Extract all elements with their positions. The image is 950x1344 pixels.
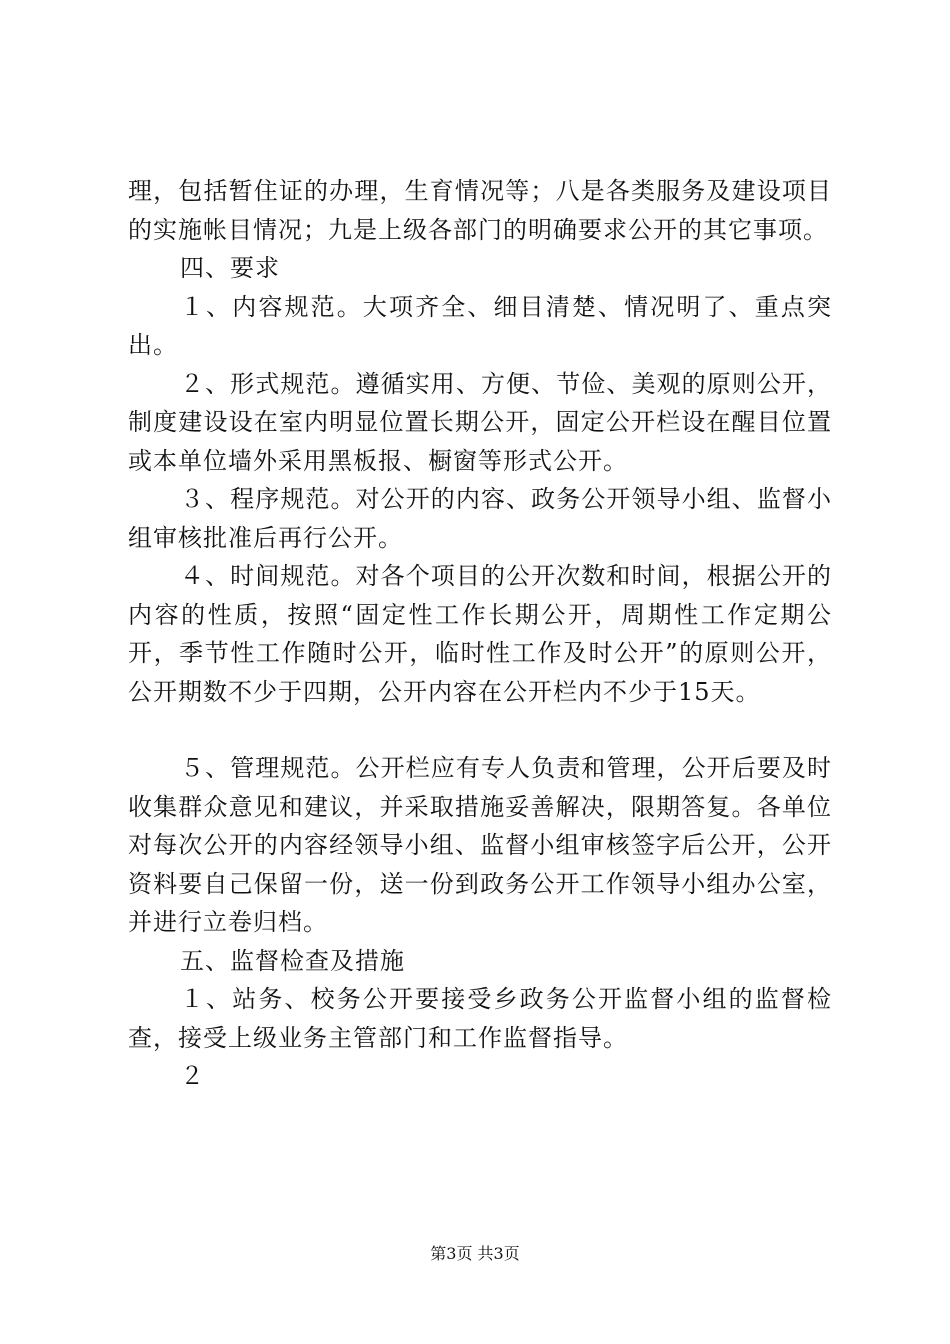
paragraph-time-standard: ４、时间规范。对各个项目的公开次数和时间，根据公开的内容的性质，按照“固定性工作长期公开，周期性工作定期公开，季节性工作随时公开，临时性工作及时公开”的原则公开，公开期数不少于四期，公开内容在公开栏内不少于15天。: [128, 562, 832, 706]
paragraph-management-standard: ５、管理规范。公开栏应有专人负责和管理，公开后要及时收集群众意见和建议，并采取措施妥善解决，限期答复。各单位对每次公开的内容经领导小组、监督小组审核签字后公开，公开资料要自己保留一份，送一份到政务公开工作领导小组办公室，并进行立卷归档。: [128, 754, 832, 936]
paragraph-supervision-item-2: ２: [180, 1062, 205, 1090]
paragraph-form-standard: ２、形式规范。遵循实用、方便、节俭、美观的原则公开，制度建设设在室内明显位置长期公开，固定公开栏设在醒目位置或本单位墙外采用黑板报、橱窗等形式公开。: [128, 369, 832, 475]
section-heading-requirements: 四、要求: [180, 254, 280, 282]
page-footer: 第3页 共3页: [430, 1244, 520, 1263]
paragraph-procedure-standard: ３、程序规范。对公开的内容、政务公开领导小组、监督小组审核批准后再行公开。: [128, 485, 832, 552]
paragraph-continuation: 理，包括暂住证的办理，生育情况等；八是各类服务及建设项目的实施帐目情况；九是上级各部门的明确要求公开的其它事项。: [128, 177, 832, 244]
paragraph-content-standard: １、内容规范。大项齐全、细目清楚、情况明了、重点突出。: [128, 292, 832, 359]
paragraph-supervision-item-1: １、站务、校务公开要接受乡政务公开监督小组的监督检查，接受上级业务主管部门和工作监督指导。: [128, 985, 832, 1052]
document-body: [128, 172, 832, 1096]
section-heading-supervision: 五、监督检查及措施: [180, 946, 405, 975]
